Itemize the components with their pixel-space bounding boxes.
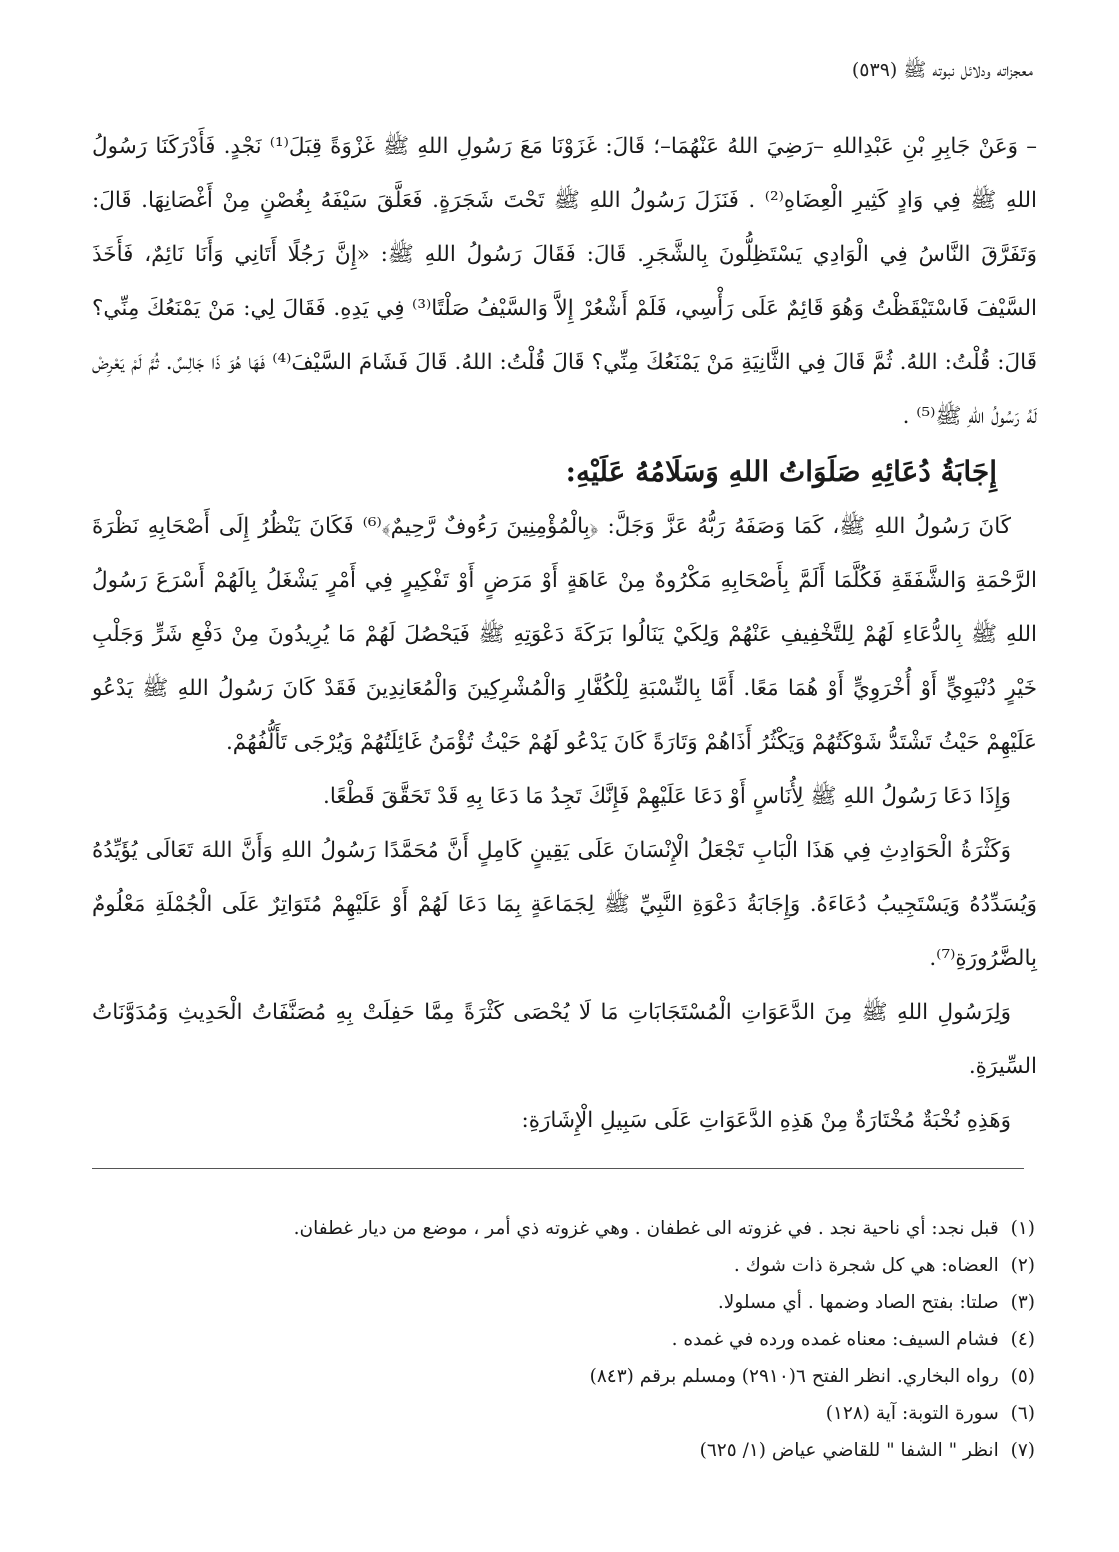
section-paragraph: وَهَذِهِ نُخْبَةٌ مُخْتَارَةٌ مِنْ هَذِهِ الدَّعَوَاتِ عَلَى سَبِيلِ الْإِشَارَةِ: <box>521 1108 1011 1133</box>
section-paragraph: كَانَ رَسُولُ اللهِ ﷺ، كَمَا وَصَفَهُ رَبُّهُ عَزَّ وَجَلَّ: ﴿بِالْمُؤْمِنِينَ رَءُوفٌ رَّحِيمٌ﴾⁽⁶⁾ فَكَانَ يَنْظُرُ إِلَى أَصْحَابِهِ نَظْرَةَ الرَّحْمَةِ وَالشَّفَقَةِ فَكُلَّمَا أَلَمَّ بِأَصْحَابِهِ مَكْرُوهٌ مِنْ عَاهَةٍ أَوْ مَرَضٍ أَوْ تَفْكِيرٍ فِي أَمْرٍ يَشْغَلُ بِالَهُمْ أَسْرَعَ رَسُولُ اللهِ ﷺ بِالدُّعَاءِ لَهُمْ لِلتَّخْفِيفِ عَنْهُمْ وَلِكَيْ يَنَالُوا بَرَكَةَ دَعْوَتِهِ ﷺ فَيَحْصُلَ لَهُمْ مَا يُرِيدُونَ مِنْ دَفْعِ شَرٍّ وَجَلْبِ خَيْرٍ دُنْيَوِيٍّ أَوْ أُخْرَوِيٍّ أَوْ هُمَا مَعًا. أَمَّا بِالنِّسْبَةِ لِلْكُفَّارِ وَالْمُشْرِكِينَ وَالْمُعَانِدِينَ فَقَدْ كَانَ رَسُولُ اللهِ ﷺ يَدْعُو عَلَيْهِمْ حَيْثُ تَشْتَدُّ شَوْكَتُهُمْ وَيَكْثُرُ أَذَاهُمْ وَتَارَةً كَانَ يَدْعُو لَهُمْ حَيْثُ تُؤْمَنُ غَائِلَتُهُمْ وَيُرْجَى تَأَلُّفُهُمْ. <box>92 514 1037 755</box>
section-paragraph: وَإِذَا دَعَا رَسُولُ اللهِ ﷺ لِأُنَاسٍ أَوْ دَعَا عَلَيْهِمْ فَإِنَّكَ تَجِدُ مَا دَعَا بِهِ قَدْ تَحَقَّقَ قَطْعًا. <box>323 784 1011 809</box>
footnote-number: (٣) <box>1010 1292 1035 1313</box>
section-heading: إِجَابَةُ دُعَائِهِ صَلَوَاتُ اللهِ وَسَلَامُهُ عَلَيْهِ: <box>565 455 997 488</box>
footnote-number: (٦) <box>1010 1403 1035 1424</box>
footnotes <box>135 1210 1035 1469</box>
running-header: معجزاته ودلائل نبوته ﷺ (٥٣٩) <box>851 59 1033 81</box>
section-paragraph: وَكَثْرَةُ الْحَوَادِثِ فِي هَذَا الْبَابِ تَجْعَلُ الْإِنْسَانَ عَلَى يَقِينٍ كَامِلٍ أَنَّ مُحَمَّدًا رَسُولُ اللهِ وَأَنَّ اللهَ تَعَالَى يُؤَيِّدُهُ وَيُسَدِّدُهُ وَيَسْتَجِيبُ دُعَاءَهُ. وَإِجَابَةُ دَعْوَةِ النَّبِيِّ ﷺ لِجَمَاعَةٍ بِمَا دَعَا لَهُمْ أَوْ عَلَيْهِمْ مُتَوَاتِرٌ عَلَى الْجُمْلَةِ مَعْلُومٌ بِالضَّرُورَةِ⁽⁷⁾. <box>92 838 1037 971</box>
footnote-item <box>135 1358 1035 1395</box>
footnote-text: صلتا: بفتح الصاد وضمها . أي مسلولا. <box>717 1292 999 1313</box>
footnote-text: فشام السيف: معناه غمده ورده في غمده . <box>671 1329 999 1350</box>
footnote-item <box>135 1395 1035 1432</box>
footnote-number: (٥) <box>1010 1366 1035 1387</box>
footnote-item <box>135 1432 1035 1469</box>
footnote-text: العضاه: هي كل شجرة ذات شوك . <box>733 1255 999 1276</box>
footnote-text: انظر " الشفا " للقاضي عياض (١/ ٦٢٥) <box>699 1440 999 1461</box>
footnote-number: (٧) <box>1010 1440 1035 1461</box>
footnote-item <box>135 1210 1035 1247</box>
footnote-number: (١) <box>1010 1218 1035 1239</box>
main-text <box>92 120 1037 1148</box>
footnote-divider <box>92 1168 1024 1169</box>
hadith-paragraph: – وَعَنْ جَابِرِ بْنِ عَبْدِاللهِ –رَضِيَ اللهُ عَنْهُمَا–؛ قَالَ: غَزَوْنَا مَعَ رَسُولِ اللهِ ﷺ غَزْوَةً قِبَلَ⁽¹⁾ نَجْدٍ. فَأَدْرَكَنَا رَسُولُ اللهِ ﷺ فِي وَادٍ كَثِيرِ الْعِضَاهِ⁽²⁾ . فَنَزَلَ رَسُولُ اللهِ ﷺ تَحْتَ شَجَرَةٍ. فَعَلَّقَ سَيْفَهُ بِغُصْنٍ مِنْ أَغْصَانِهَا. قَالَ: وَتَفَرَّقَ النَّاسُ فِي الْوَادِي يَسْتَظِلُّونَ بِالشَّجَرِ. قَالَ: فَقَالَ رَسُولُ اللهِ ﷺ: «إِنَّ رَجُلًا أَتَانِي وَأَنَا نَائِمٌ، فَأَخَذَ السَّيْفَ فَاسْتَيْقَظْتُ وَهُوَ قَائِمٌ عَلَى رَأْسِي، فَلَمْ أَشْعُرْ إِلاَّ وَالسَّيْفُ صَلْتًا⁽³⁾ فِي يَدِهِ. فَقَالَ لِي: مَنْ يَمْنَعُكَ مِنِّي؟ قَالَ: قُلْتُ: اللهُ. ثُمَّ قَالَ فِي الثَّانِيَةِ مَنْ يَمْنَعُكَ مِنِّي؟ قَالَ قُلْتُ: اللهُ. قَالَ فَشَامَ السَّيْفَ⁽⁴⁾ فَهَا هُوَ ذَا جَالِسٌ. ثُمَّ لَمْ يَعْرِضْ لَهُ رَسُولُ اللهِ ﷺ⁽⁵⁾ . <box>92 134 1038 429</box>
footnote-text: سورة التوبة: آية (١٢٨) <box>825 1403 999 1424</box>
footnote-item <box>135 1247 1035 1284</box>
footnote-number: (٤) <box>1010 1329 1035 1350</box>
footnote-text: رواه البخاري. انظر الفتح ٦(٢٩١٠) ومسلم برقم (٨٤٣) <box>589 1366 999 1387</box>
footnote-text: قبل نجد: أي ناحية نجد . في غزوته الى غطفان . وهي غزوته ذي أمر ، موضع من ديار غطفان. <box>293 1218 999 1239</box>
footnote-number: (٢) <box>1010 1255 1035 1276</box>
footnote-item <box>135 1284 1035 1321</box>
footnote-item <box>135 1321 1035 1358</box>
section-paragraph: وَلِرَسُولِ اللهِ ﷺ مِنَ الدَّعَوَاتِ الْمُسْتَجَابَاتِ مَا لَا يُحْصَى كَثْرَةً مِمَّا حَفِلَتْ بِهِ مُصَنَّفَاتُ الْحَدِيثِ وَمُدَوَّنَاتُ السِّيرَةِ. <box>92 1000 1037 1079</box>
